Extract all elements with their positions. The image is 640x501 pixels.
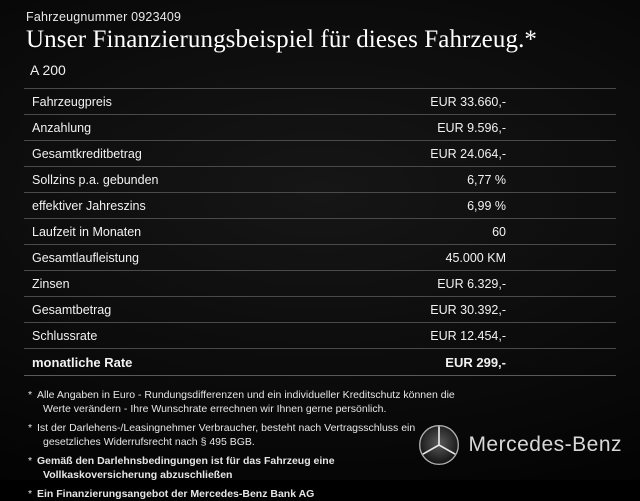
row-label: Zinsen (24, 271, 271, 297)
brand-wordmark: Mercedes-Benz (468, 433, 622, 456)
footnote-star: * (28, 455, 33, 467)
footnote-star: * (28, 389, 33, 401)
row-value: EUR 12.454,- (271, 323, 616, 349)
row-value: EUR 33.660,- (271, 89, 616, 115)
row-value: 60 (271, 219, 616, 245)
table-row-monthly-rate (24, 349, 616, 376)
row-label: Laufzeit in Monaten (24, 219, 271, 245)
footnote-text (37, 388, 616, 416)
footnote (28, 487, 616, 501)
footnote-line: Alle Angaben in Euro - Rundungsdifferenzen und ein individueller Kreditschutz können die (37, 389, 455, 401)
row-label: Fahrzeugpreis (24, 89, 271, 115)
finance-table-body (24, 89, 616, 376)
row-value: EUR 24.064,- (271, 141, 616, 167)
row-label: Gesamtkreditbetrag (24, 141, 271, 167)
row-value: 6,77 % (271, 167, 616, 193)
table-row (24, 89, 616, 115)
table-row (24, 167, 616, 193)
mercedes-star-icon (418, 424, 460, 466)
table-row (24, 141, 616, 167)
footnote-star: * (28, 488, 33, 500)
row-label: monatliche Rate (24, 349, 271, 376)
table-row (24, 193, 616, 219)
footnote-text (37, 487, 616, 501)
footnote-line: gesetzliches Widerrufsrecht nach § 495 BGB. (43, 436, 255, 448)
row-value: EUR 9.596,- (271, 115, 616, 141)
row-label: Gesamtbetrag (24, 297, 271, 323)
row-label: Schlussrate (24, 323, 271, 349)
footnote (28, 388, 616, 416)
row-value: EUR 299,- (271, 349, 616, 376)
row-value: EUR 30.392,- (271, 297, 616, 323)
table-row (24, 245, 616, 271)
table-row (24, 219, 616, 245)
footnote-star: * (28, 422, 33, 434)
row-value: 45.000 KM (271, 245, 616, 271)
row-value: 6,99 % (271, 193, 616, 219)
footnote-line: Ist der Darlehens-/Leasingnehmer Verbraucher, besteht nach Vertragsschluss ein (37, 422, 416, 434)
footnote-line: Werte verändern - Ihre Wunschrate errechnen wir Ihnen gerne persönlich. (43, 403, 387, 415)
brand-lockup (418, 424, 622, 466)
row-value: EUR 6.329,- (271, 271, 616, 297)
table-row (24, 323, 616, 349)
row-label: Anzahlung (24, 115, 271, 141)
footnote-line: Ein Finanzierungsangebot der Mercedes-Benz Bank AG (37, 488, 315, 500)
page-title: Unser Finanzierungsbeispiel für dieses Fahrzeug.* (26, 26, 538, 53)
vehicle-model: A 200 (30, 62, 66, 78)
row-label: Gesamtlaufleistung (24, 245, 271, 271)
footnote-line: Vollkaskoversicherung abzuschließen (43, 469, 233, 481)
vehicle-number: Fahrzeugnummer 0923409 (26, 10, 182, 24)
table-row (24, 115, 616, 141)
footnote-line: Gemäß den Darlehnsbedingungen ist für das Fahrzeug eine (37, 455, 335, 467)
finance-table (24, 88, 616, 376)
table-row (24, 271, 616, 297)
table-row (24, 297, 616, 323)
row-label: effektiver Jahreszins (24, 193, 271, 219)
row-label: Sollzins p.a. gebunden (24, 167, 271, 193)
